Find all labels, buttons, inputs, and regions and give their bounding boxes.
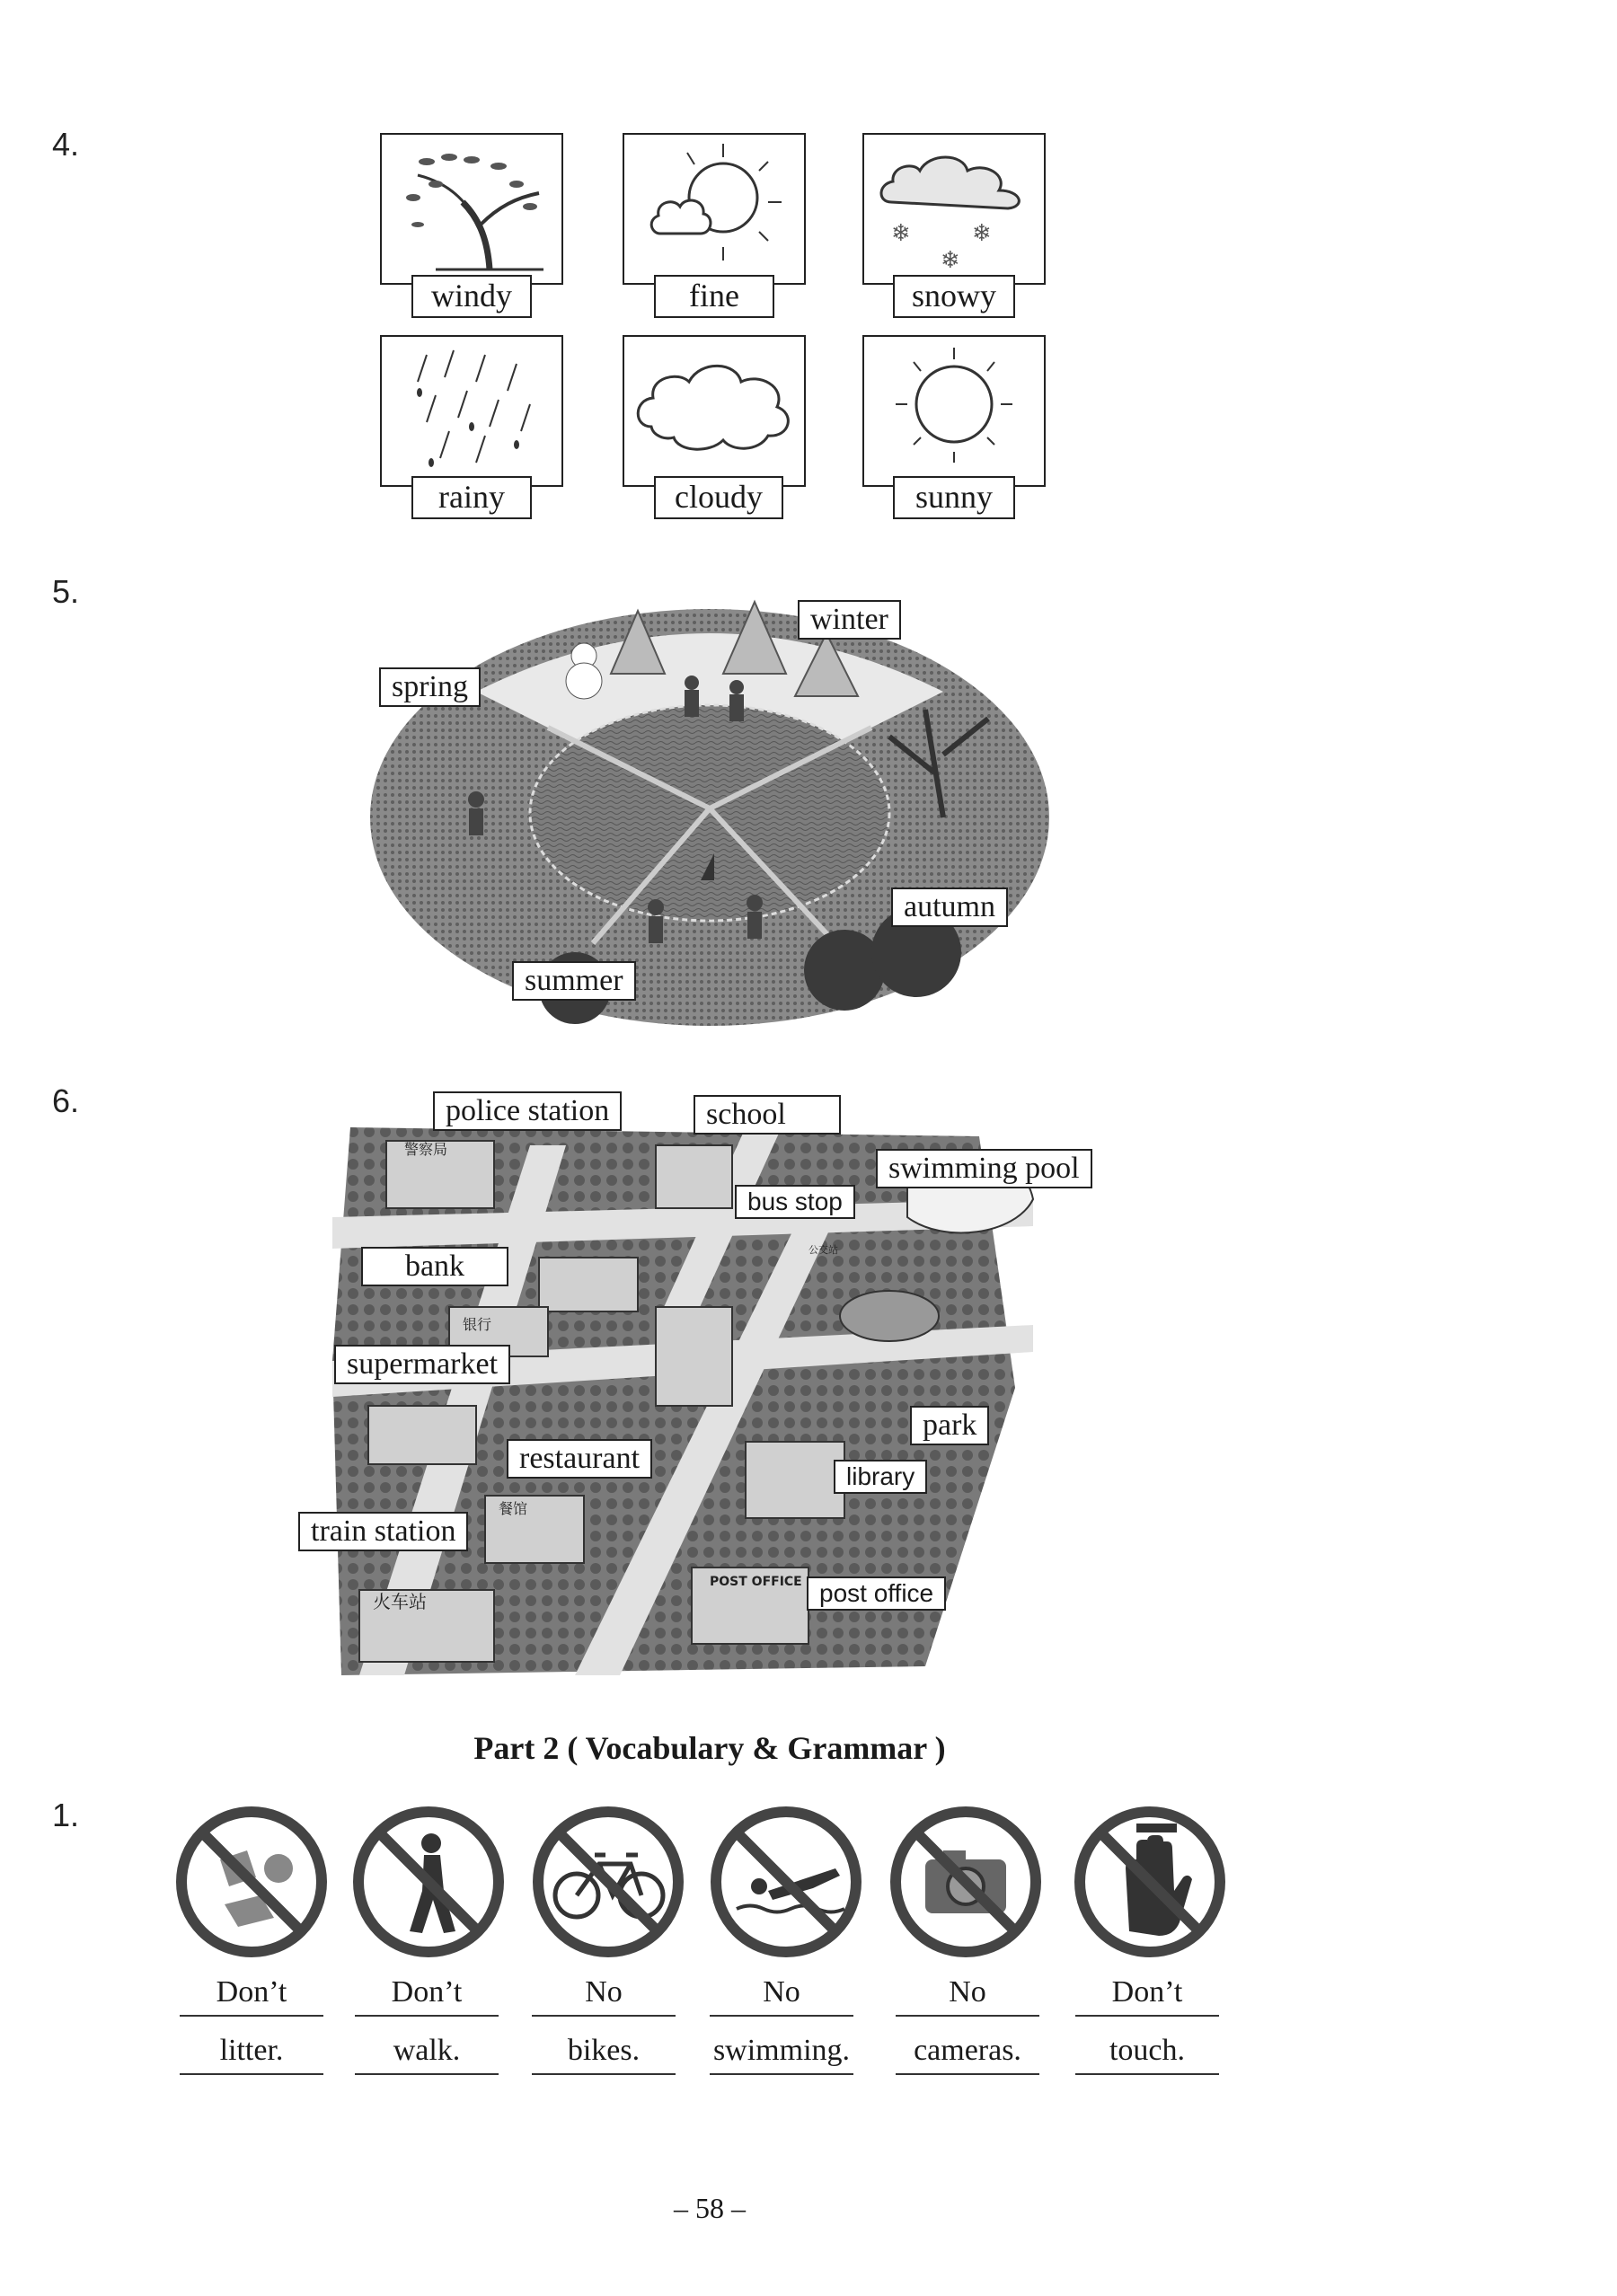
sign-answer-line1: No	[710, 1972, 853, 2017]
place-label-restaurant: restaurant	[507, 1439, 652, 1479]
sign-answer-line1: Don’t	[355, 1972, 499, 2017]
no-walking-sign	[352, 1806, 505, 1958]
question-number-5: 5.	[52, 573, 80, 610]
svg-text:❄: ❄	[891, 220, 911, 247]
weather-picture-windy	[380, 133, 563, 285]
svg-text:❄: ❄	[941, 247, 960, 274]
no-touching-icon	[1074, 1806, 1226, 1958]
place-label-bank: bank	[361, 1247, 508, 1286]
no-litter-sign	[175, 1806, 328, 1958]
map-sign-post: POST OFFICE	[710, 1575, 802, 1589]
weather-picture-cloudy	[623, 335, 806, 487]
map-sign-busstop: 公交站	[808, 1244, 838, 1256]
season-label-winter: winter	[798, 600, 901, 640]
town-map-illustration	[296, 1091, 1132, 1675]
place-label-bus-stop: bus stop	[735, 1185, 855, 1219]
weather-label: snowy	[893, 275, 1015, 318]
sign-answer-line2: cameras.	[896, 2030, 1039, 2075]
sun-icon	[864, 337, 1044, 485]
weather-picture-rainy	[380, 335, 563, 487]
map-sign-restaurant: 餐馆	[499, 1500, 528, 1517]
no-cameras-icon	[889, 1806, 1042, 1958]
weather-picture-sunny	[862, 335, 1046, 487]
page-number: – 58 –	[674, 2192, 746, 2224]
sign-answer-line2: swimming.	[710, 2030, 853, 2075]
place-label-post-office: post office	[807, 1576, 946, 1611]
place-label-park: park	[910, 1406, 989, 1445]
map-sign-police: 警察局	[404, 1141, 448, 1158]
no-touching-sign	[1074, 1806, 1226, 1958]
cloud-icon	[624, 337, 804, 485]
place-label-supermarket: supermarket	[334, 1345, 510, 1384]
weather-label: windy	[411, 275, 532, 318]
sign-answer-line2: touch.	[1075, 2030, 1219, 2075]
weather-picture-fine	[623, 133, 806, 285]
windy-tree-icon	[382, 135, 561, 283]
weather-picture-snowy	[862, 133, 1046, 285]
place-label-train-station: train station	[298, 1512, 468, 1551]
weather-label: fine	[654, 275, 774, 318]
sign-answer-line1: No	[896, 1972, 1039, 2017]
seasons-illustration	[368, 584, 1051, 1029]
place-label-library: library	[834, 1460, 927, 1494]
map-sign-train: 火车站	[373, 1591, 427, 1612]
weather-label: sunny	[893, 476, 1015, 519]
snow-cloud-icon	[864, 135, 1044, 283]
place-label-school: school	[694, 1095, 841, 1135]
place-label-police-station: police station	[433, 1091, 622, 1131]
sign-answer-line2: bikes.	[532, 2030, 676, 2075]
season-label-autumn: autumn	[891, 887, 1008, 927]
weather-label: cloudy	[654, 476, 783, 519]
svg-text:❄: ❄	[972, 220, 992, 247]
sign-answer-line1: No	[532, 1972, 676, 2017]
sign-answer-line1: Don’t	[180, 1972, 323, 2017]
no-bikes-icon	[532, 1806, 685, 1958]
sign-answer-line2: litter.	[180, 2030, 323, 2075]
weather-label: rainy	[411, 476, 532, 519]
no-swimming-sign	[710, 1806, 862, 1958]
sun-cloud-icon	[624, 135, 804, 283]
season-label-summer: summer	[512, 961, 636, 1001]
rain-icon	[382, 337, 561, 485]
no-walking-icon	[352, 1806, 505, 1958]
season-label-spring: spring	[379, 667, 481, 707]
no-litter-icon	[175, 1806, 328, 1958]
question-number-1: 1.	[52, 1797, 80, 1833]
no-swimming-icon	[710, 1806, 862, 1958]
place-label-swimming-pool: swimming pool	[876, 1149, 1092, 1188]
no-cameras-sign	[889, 1806, 1042, 1958]
sign-answer-line2: walk.	[355, 2030, 499, 2075]
part-2-title: Part 2 ( Vocabulary & Grammar )	[473, 1730, 946, 1766]
map-sign-bank: 银行	[463, 1316, 492, 1333]
no-bikes-sign	[532, 1806, 685, 1958]
question-number-4: 4.	[52, 126, 80, 163]
sign-answer-line1: Don’t	[1075, 1972, 1219, 2017]
question-number-6: 6.	[52, 1082, 80, 1119]
